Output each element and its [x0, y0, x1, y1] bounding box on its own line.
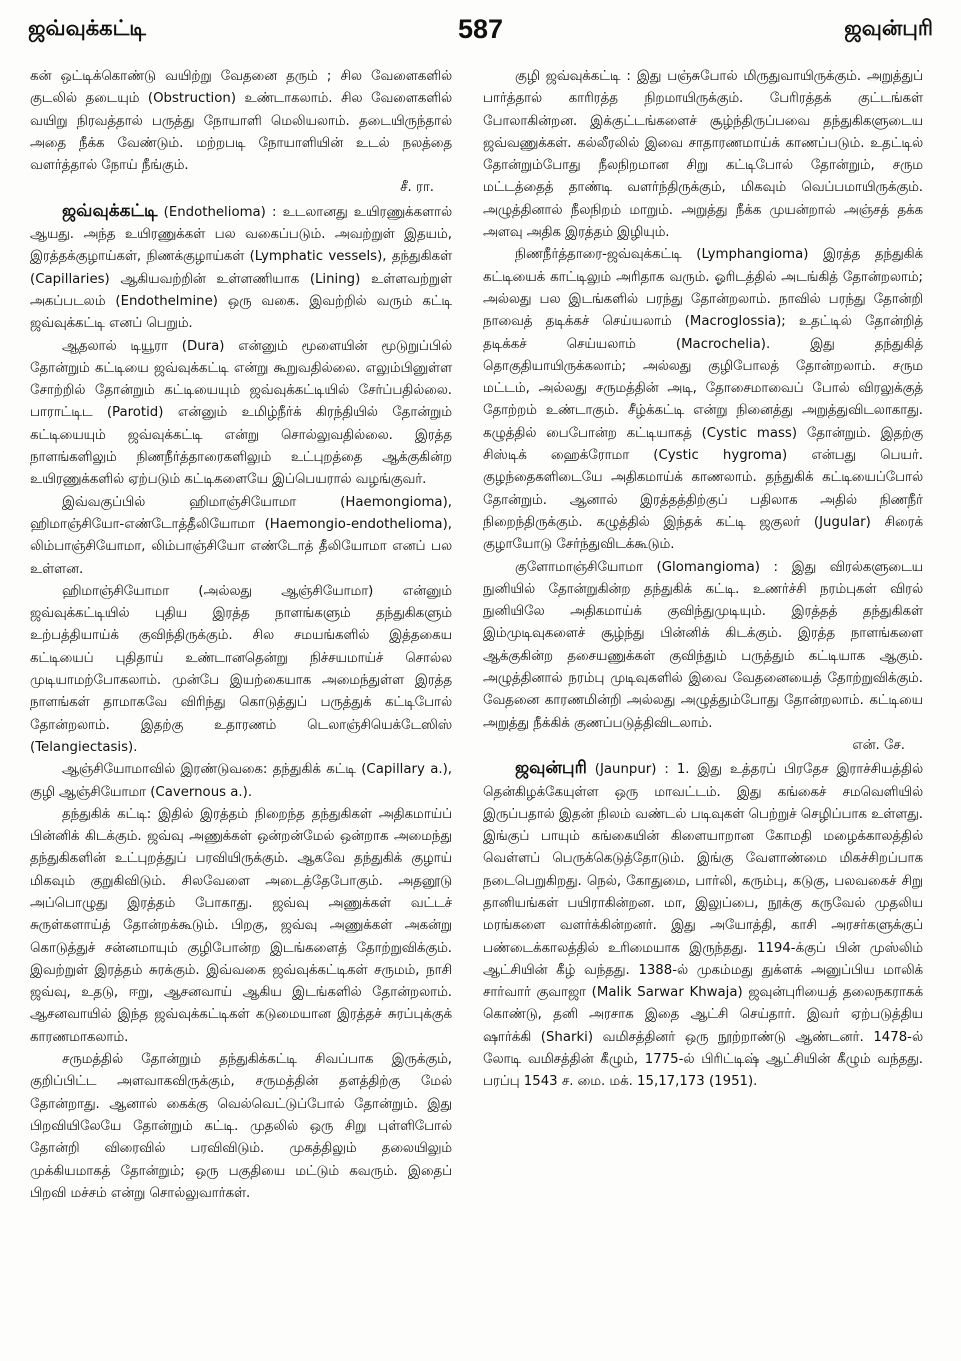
paragraph: ஆதலால் டியூரா (Dura) என்னும் மூளையின் மூடுறுப்பில் தோன்றும் கட்டியை ஜவ்வுக்கட்டி என்று கூறுவதில்லை. எலும்பினுள்ள சோற்றில் தோன்றும் கட்டியையும் ஜவ்வுக்கட்டியில் சேர்ப்பதில்லை. பாராட்டிட (Parotid) என்னும் உமிழ்நீர்க் கிரந்தியில் தோன்றும் கட்டியையும் ஜவ்வுக்கட்டி என்று சொல்லுவதில்லை. இரத்த நாளங்களிலும் நிணநீர்த்தாரைகளிலும் உட்புறத்தை ஆக்குகின்ற உயிரணுக்களில் ஏற்படும் கட்டிகளையே இப்பெயரால் வழங்குவர். — [30, 338, 452, 488]
paragraph: தந்துகிக் கட்டி: இதில் இரத்தம் நிறைந்த தந்துகிகள் அதிகமாய்ப் பின்னிக் கிடக்கும். ஜவ்வு அணுக்கள் ஒன்றன்மேல் ஒன்றாக அமைந்து தந்துகிகளின் உட்புறத்துப் பரவியிருக்கும். ஆகவே தந்துகிக் குழாய் மிகவும் குறுகிவிடும். சிலவேளை அடைத்தேபோகும். அதனூடு அப்பொழுது இரத்தம் போகாது. ஜவ்வு அணுக்கள் வட்டச் சுருள்களாய்த் தோன்றக்கூடும். பிறகு, ஜவ்வு அணுக்கள் அகன்று கொடுத்துச் சன்னமாயும் குழிபோன்ற இடங்களைத் தோற்றுவிக்கும். இவற்றுள் இரத்தம் சுரக்கும். இவ்வகை ஜவ்வுக்கட்டிகள் சருமம், நாசி ஜவ்வு, உதடு, ஈறு, ஆசனவாய் ஆகிய இடங்களில் தோன்றலாம். ஆசனவாயில் இந்த ஜவ்வுக்கட்டிகள் கடுமையான இரத்தச் சுரப்புக்குக் காரணமாகலாம். — [30, 806, 452, 1045]
right-column — [483, 66, 923, 1094]
running-head-right: ஜவுன்புரி — [844, 16, 933, 40]
paragraph: கன் ஒட்டிக்கொண்டு வயிற்று வேதனை தரும் ; சில வேளைகளில் குடலில் தடையும் (Obstruction) உண்டாகலாம். சில வேளைகளில் வயிறு நிரவத்தால் பருத்து நோயாளி மெலியலாம். தடையிருந்தால் அதை நீக்க வேண்டும். மற்றபடி நோயாளியின் உடல் நலத்தை வளர்த்தால் நோய் நீங்கும். — [30, 69, 452, 174]
paragraph: ஆஞ்சியோமாவில் இரண்டுவகை: தந்துகிக் கட்டி (Capillary a.), குழி ஆஞ்சியோமா (Cavernous a.). — [30, 762, 452, 800]
paragraph: ஜவ்வுக்கட்டி (Endothelioma) : உடலானது உயிரணுக்களால் ஆயது. அந்த உயிரணுக்கள் பல வகைப்படும். அவற்றுள் இதயம், இரத்தக்குழாய்கள், நிணக்குழாய்கள் (Lymphatic vessels), தந்துகிகள் (Capillaries) ஆகியவற்றின் உள்ளணியாக (Lining) உள்ளவற்றுள் அகப்படலம் (Endothelmine) ஒரு வகை. இவற்றில் வரும் கட்டி ஜவ்வுக்கட்டி எனப் பெறும். — [30, 200, 452, 332]
paragraph: குழி ஜவ்வுக்கட்டி : இது பஞ்சுபோல் மிருதுவாயிருக்கும். அறுத்துப் பார்த்தால் காரிரத்த நிறமாயிருக்கும். பேரிரத்தக் குட்டங்கள் போலாகின்றன. இக்குட்டங்களைச் சூழ்ந்திருப்பவை தந்துகிகளுடைய ஜவ்வணுக்கள். கல்லீரலில் இவை சாதாரணமாய்க் காணப்படும். உதட்டில் தோன்றும்போது நீலநிறமான சிறு கட்டிபோல் தோன்றும், சரும மட்டத்தைத் தாண்டி வளர்ந்திருக்கும், மிகவும் வெப்பமாயிருக்கும். அழுத்தினால் நீலநிறம் மாறும். அறுத்து நீக்க முயன்றால் அஞ்சத் தக்க அளவு அதிக இரத்தம் இழியும். — [483, 69, 923, 241]
author-signature: என். சே. — [852, 737, 905, 753]
running-head-left: ஜவ்வுக்கட்டி — [28, 16, 147, 40]
page-header — [28, 14, 933, 50]
paragraph: இவ்வகுப்பில் ஹிமாஞ்சியோமா (Haemongioma), ஹிமாஞ்சியோ-எண்டோத்தீலியோமா (Haemongio-endothelioma), லிம்பாஞ்சியோமா, லிம்பாஞ்சியோ எண்டோத் தீலியோமா எனப் பல உள்ளன. — [30, 494, 452, 577]
page-number: 587 — [457, 14, 504, 44]
left-column — [30, 66, 452, 1205]
paragraph: சருமத்தில் தோன்றும் தந்துகிக்கட்டி சிவப்பாக இருக்கும், குறிப்பிட்ட அளவாகவிருக்கும், சருமத்தின் தளத்திற்கு மேல் தோன்றாது. ஆனால் கைக்கு வெல்வெட்டுப்போல் தோன்றும். இது பிறவியிலேயே தோன்றும் கட்டி. முதலில் ஒரு சிறு புள்ளிபோல் தோன்றி விரைவில் பரவிவிடும். முகத்திலும் தலையிலும் முக்கியமாகத் தோன்றும்; ஒரு பகுதியை மட்டும் கவரும். இதைப் பிறவி மச்சம் என்று சொல்லுவார்கள். — [30, 1052, 452, 1201]
paragraph: குளோமாஞ்சியோமா (Glomangioma) : இது விரல்களுடைய நுனியில் தோன்றுகின்ற தந்துகிக் கட்டி. உணர்ச்சி நரம்புகள் விரல் நுனியிலே அதிகமாய்க் குவிந்துமுடியும். இரத்தத் தந்துகிகள் இம்முடிவுகளைச் சூழ்ந்து பின்னிக் கிடக்கும். இரத்த நாளங்களை ஆக்குகின்ற தசையணுக்கள் குவிந்தும் பருத்தும் கட்டியாக ஆகும். அழுத்தினால் நரம்பு முடிவுகளில் இவை வேதனையைத் தோற்றுவிக்கும். வேதனை காரணமின்றி அல்லது அழுத்தும்போது தோன்றலாம். கட்டியை அறுத்து நீக்கிக் குணப்படுத்திவிடலாம். — [483, 559, 923, 731]
paragraph: நிணநீர்த்தாரை-ஜவ்வுக்கட்டி (Lymphangioma) இரத்த தந்துகிக் கட்டியைக் காட்டிலும் அரிதாக வரும். ஓரிடத்தில் அடங்கித் தோன்றலாம்; அல்லது பல இடங்களில் பரந்து தோன்றலாம். நாவில் பரந்து தோன்றி நாவைத் தடிக்கச் செய்யலாம் (Macroglossia); உதட்டில் தோன்றித் தடிக்கச் செய்யலாம் (Macrochelia). இது தந்துகித் தொகுதியாயிருக்கலாம்; அல்லது குழிபோலத் தோன்றலாம். சரும மட்டம், அல்லது சருமத்தின் அடி, தோசைமாவைப் போல் விரலுக்குத் தோற்றம் உண்டாகும். சீழ்க்கட்டி என்று நினைத்து அறுத்துவிடலாகாது. கழுத்தில் பைபோன்ற கட்டியாகத் (Cystic mass) தோன்றும். இதற்கு சிஸ்டிக் ஹைக்ரோமா (Cystic hygroma) என்பது பெயர். குழந்தைகளிடையே அதிகமாய்க் காணலாம். தந்துகிக் கட்டியைப்போல் தோன்றும். ஆனால் இரத்தத்திற்குப் பதிலாக அதில் நிணநீர் நிறைந்திருக்கும். கழுத்தில் இந்தக் கட்டி ஜகுலர் (Jugular) சிரைக் குழாயோடு சேர்ந்துவிடக்கூடும். — [483, 247, 923, 553]
paragraph: ஜவுன்புரி (Jaunpur) : 1. இது உத்தரப் பிரதேச இராச்சியத்தில் தென்கிழக்கேயுள்ள ஒரு மாவட்டம். இது கங்கைச் சமவெளியில் இருப்பதால் இதன் நிலம் வண்டல் படிவுகள் பெற்றுச் செழிப்பாக உள்ளது. இங்குப் பாயும் கங்கையின் கிளையாறான கோமதி மழைக்காலத்தில் வெள்ளப் பெருக்கெடுத்தோடும். இங்கு வேளாண்மை மிகச்சிறப்பாக நடைபெறுகிறது. நெல், கோதுமை, பார்லி, கரும்பு, கடுகு, பலவகைச் சிறு தானியங்கள் பயிராகின்றன. மா, இலுப்பை, நூக்கு கருவேல் முதலிய மரங்களை வளர்க்கின்றனர். இது அயோத்தி, காசி அரசர்களுக்குப் பண்டைக்காலத்தில் உரிமையாக இருந்தது. 1194-க்குப் பின் முஸ்லிம் ஆட்சியின் கீழ் வந்தது. 1388-ல் முகம்மது துக்ளக் அனுப்பிய மாலிக் சார்வார் குவாஜா (Malik Sarwar Khwaja) ஜவுன்புரியைத் தலைநகராகக் கொண்டு, தனி அரசாக இதை ஆட்சி செய்தார். இவர் ஏற்படுத்திய ஷார்க்கி (Sharki) வமிசத்தினர் ஒரு நூற்றாண்டு ஆண்டனர். 1478-ல் லோடி வமிசத்தின் கீழும், 1775-ல் பிரிட்டிஷ் ஆட்சியின் கீழும் வந்தது. பரப்பு 1543 ச. மை. மக். 15,17,173 (1951). — [483, 758, 923, 1090]
author-signature: சீ. ரா. — [400, 180, 434, 196]
entry-headword: ஜவ்வுக்கட்டி — [62, 200, 158, 221]
entry-headword: ஜவுன்புரி — [515, 758, 587, 779]
paragraph: ஹிமாஞ்சியோமா (அல்லது ஆஞ்சியோமா) என்னும் ஜவ்வுக்கட்டியில் புதிய இரத்த நாளங்களும் தந்துகிகளும் உற்பத்தியாய்க் குவிந்திருக்கும். சில சமயங்களில் இத்தகைய கட்டியைப் புதிதாய் உண்டானதென்று நிச்சயமாய்ச் சொல்ல முடியாமற்போகலாம். முன்பே இயற்கையாக அமைந்துள்ள இரத்த நாளங்கள் தாமாகவே விரிந்து கொடுத்துப் பருத்துக் கட்டிபோல் தோன்றலாம். இதற்கு உதாரணம் டெலாஞ்சியெக்டேஸிஸ் (Telangiectasis). — [30, 583, 452, 755]
